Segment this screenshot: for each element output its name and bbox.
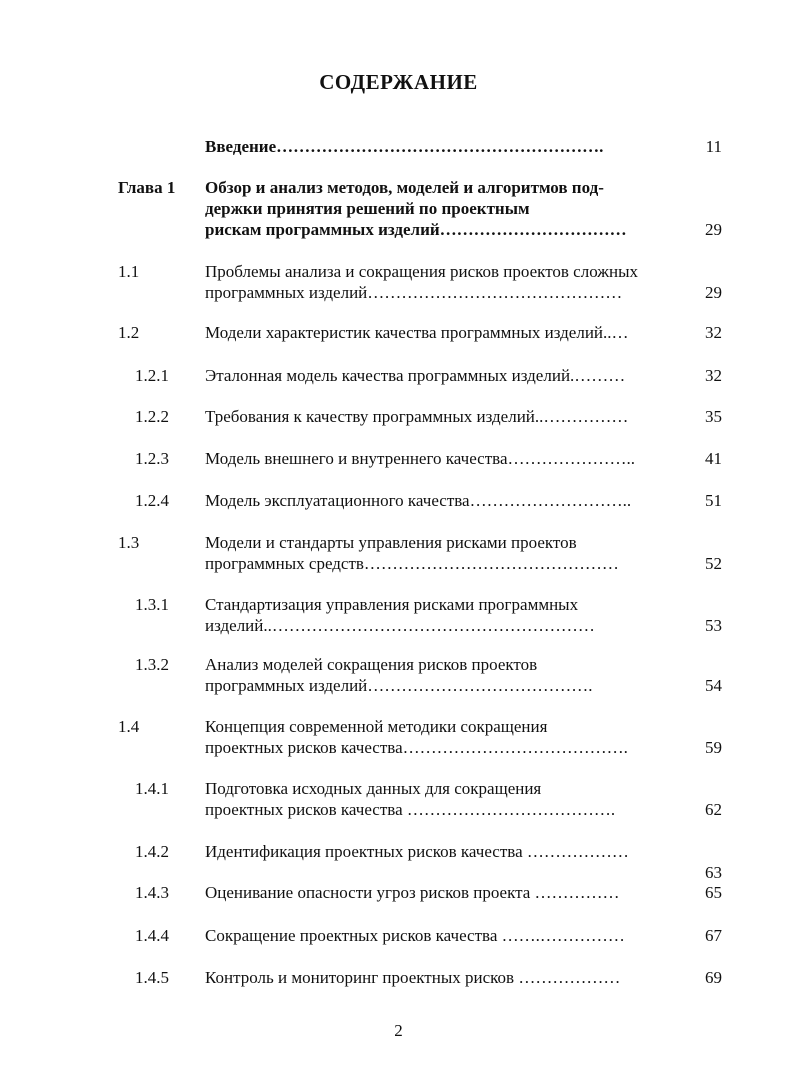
toc-entry-title: Модель эксплуатационного качества……………………….. <box>205 491 632 510</box>
toc-entry-page: 67 <box>705 926 722 945</box>
toc-entry-title: Обзор и анализ методов, моделей и алгоритмов под- держки принятия решений по проектным рискам программных изделий…………………………… <box>205 178 627 239</box>
toc-entry-page: 59 <box>705 738 722 757</box>
toc-entry-number: 1.4.2 <box>135 842 169 861</box>
toc-entry-title: Требования к качеству программных изделий..…………… <box>205 407 629 426</box>
toc-entry-page: 53 <box>705 616 722 635</box>
toc-entry-page: 32 <box>705 323 722 342</box>
toc-entry-number: 1.3.1 <box>135 595 169 614</box>
toc-entry-page: 11 <box>705 137 722 156</box>
toc-entry-page: 62 <box>705 800 722 819</box>
toc-entry-number: 1.2.4 <box>135 491 169 510</box>
toc-entry-title: Концепция современной методики сокращения проектных рисков качества…………………………………. <box>205 717 628 757</box>
toc-entry-number: 1.2.2 <box>135 407 169 426</box>
toc-entry-title: Введение…………………………………………………. <box>205 137 604 156</box>
toc-entry-page: 63 <box>705 863 722 882</box>
toc-entry-title: Проблемы анализа и сокращения рисков проектов сложных программных изделий……………………………………… <box>205 262 639 302</box>
toc-entry-page: 52 <box>705 554 722 573</box>
toc-entry-number: 1.4.5 <box>135 968 169 987</box>
toc-entry-page: 65 <box>705 883 722 902</box>
toc-entry-title: Анализ моделей сокращения рисков проектов программных изделий…………………………………. <box>205 655 593 695</box>
toc-entry-number: 1.2.1 <box>135 366 169 385</box>
toc-entry-page: 51 <box>705 491 722 510</box>
toc-entry-number: 1.1 <box>118 262 140 281</box>
toc-entry-title: Подготовка исходных данных для сокращения проектных рисков качества ………………………………. <box>205 779 616 819</box>
toc-entry-number: 1.3 <box>118 533 140 552</box>
page-number: 2 <box>394 1021 403 1040</box>
toc-entry-page: 69 <box>705 968 722 987</box>
toc-entry-number: 1.4.4 <box>135 926 169 945</box>
toc-entry-title: Идентификация проектных рисков качества ……………… <box>205 842 629 861</box>
page-title: СОДЕРЖАНИЕ <box>319 70 478 94</box>
toc-entry-page: 29 <box>705 220 722 239</box>
toc-entry-title: Эталонная модель качества программных изделий.……… <box>205 366 626 385</box>
toc-entry-page: 32 <box>705 366 722 385</box>
toc-entry-title: Контроль и мониторинг проектных рисков ……………… <box>205 968 621 987</box>
toc-entry-title: Сокращение проектных рисков качества …….…………… <box>205 926 625 945</box>
toc-entry-title: Модель внешнего и внутреннего качества………………….. <box>205 449 635 468</box>
toc-entry-title: Модели характеристик качества программных изделий..… <box>205 323 629 342</box>
toc-entry-number: 1.2.3 <box>135 449 169 468</box>
toc-entry-page: 54 <box>705 676 722 695</box>
toc-entry-number: 1.4 <box>118 717 140 736</box>
toc-entry-number: 1.4.1 <box>135 779 169 798</box>
toc-entry-page: 41 <box>705 449 722 468</box>
toc-entry-number: Глава 1 <box>118 178 176 197</box>
toc-entry-number: 1.3.2 <box>135 655 169 674</box>
toc-entry-title: Модели и стандарты управления рисками проектов программных средств……………………………………… <box>205 533 619 573</box>
toc-entry-page: 35 <box>705 407 722 426</box>
toc-entry-title: Оценивание опасности угроз рисков проекта …………… <box>205 883 620 902</box>
toc-entry-page: 29 <box>705 283 722 302</box>
toc-entry-number: 1.2 <box>118 323 140 342</box>
toc-entry-number: 1.4.3 <box>135 883 169 902</box>
toc-entry-title: Стандартизация управления рисками программных изделий..………………………………………………… <box>205 595 595 635</box>
